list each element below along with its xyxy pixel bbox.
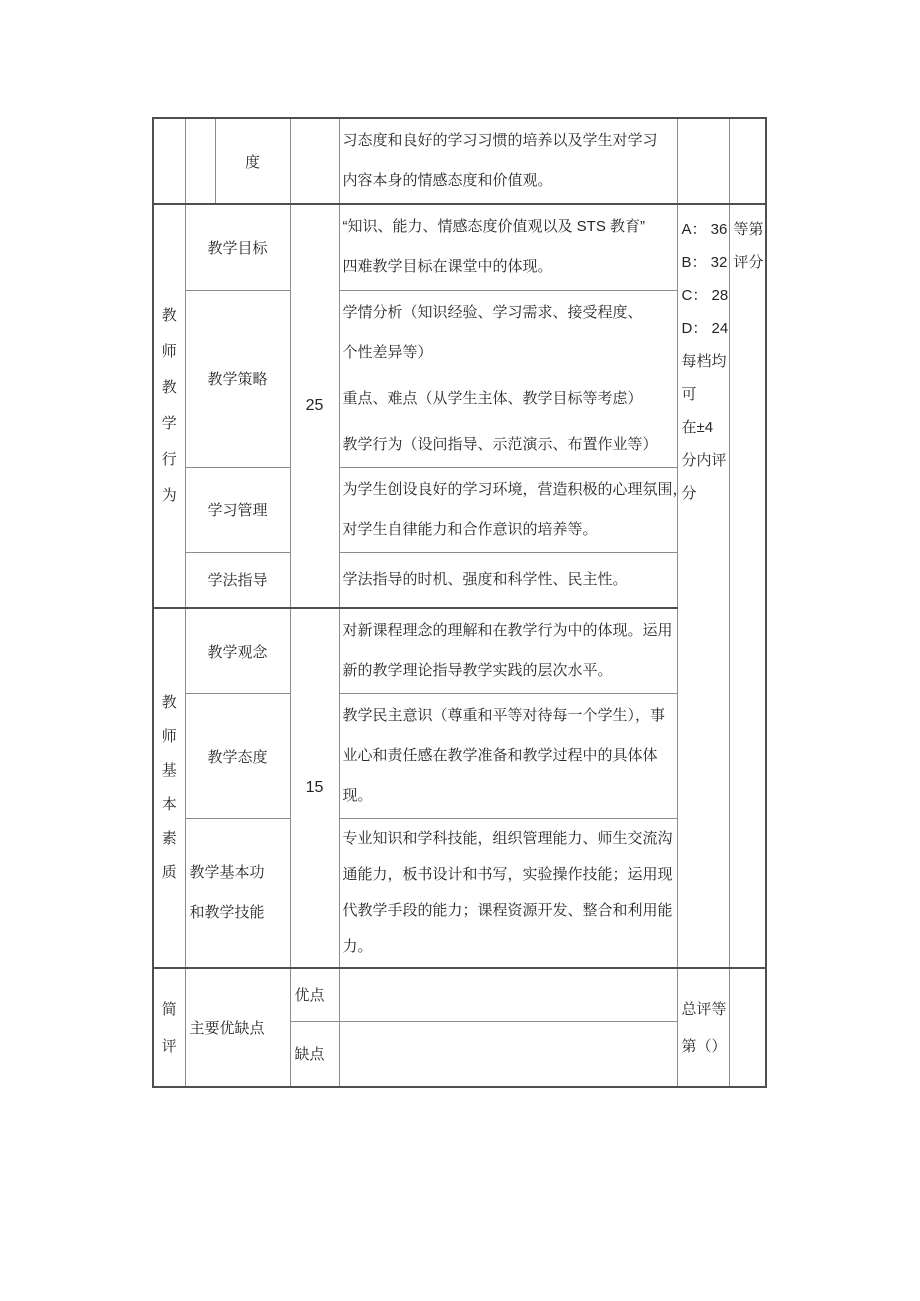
grade-line: B： 32 [681,254,728,271]
label-teaching-concept: 教学观念 [185,608,290,694]
carryover-label-cell: 度 [215,118,290,204]
score-basic-quality: 15 [290,608,339,968]
label-main-pros-cons: 主要优缺点 [185,968,290,1087]
content-line: 现。 [342,787,373,804]
category-label-vertical: 教师基本素质 [161,694,177,881]
content-line: 习态度和良好的学习习惯的培养以及学生对学习 [342,132,658,149]
content-line: 教学行为（设问指导、示范演示、布置作业等） [342,435,658,453]
grade-header-line: 评分 [733,254,764,271]
content-teaching-attitude [339,694,677,819]
content-teaching-goal [339,204,677,290]
row-strengths [153,968,766,1021]
label-line: 和教学技能 [189,904,265,921]
content-line: 重点、难点（从学生主体、教学目标等考虑） [342,389,643,407]
content-line: 学法指导的时机、强度和科学性、民主性。 [342,570,628,588]
label-teaching-attitude: 教学态度 [185,694,290,819]
carryover-content-cell [339,118,677,204]
overall-grade-cell [677,968,729,1087]
carryover-category-cell [153,118,185,204]
carryover-score-cell [290,118,339,204]
evaluation-table [152,117,767,1088]
category-label-vertical: 教师教学行为 [161,307,177,504]
row-basic-skills [153,819,766,969]
row-study-guidance [153,552,766,608]
grade-line: 分内评 [681,452,727,469]
label-strengths: 优点 [290,968,339,1021]
content-line: 教学民主意识（尊重和平等对待每一个学生），事 [342,707,666,724]
label-teaching-strategy: 教学策略 [185,290,290,467]
grade-line: 可 [681,386,697,403]
grade-line: C： 28 [681,287,729,304]
content-basic-skills [339,819,677,969]
content-line: 新的教学理论指导教学实践的层次水平。 [342,662,613,679]
grade-scale-cell [677,204,729,968]
grade-line: 分 [681,485,697,502]
grade-line: 在±4 [681,419,714,436]
content-line: 力。 [342,938,373,955]
row-teaching-concept [153,608,766,694]
label-weaknesses: 缺点 [290,1021,339,1087]
strengths-input-area [339,968,677,1021]
content-line: 个性差异等） [342,343,433,361]
grade-header-line: 等第 [733,221,764,238]
carryover-row [153,118,766,204]
content-line: 专业知识和学科技能，组织管理能力、师生交流沟 [342,830,673,847]
document-sheet [152,117,767,1088]
content-study-guidance [339,552,677,608]
score-teaching-behavior: 25 [290,204,339,608]
content-line: 四难教学目标在课堂中的体现。 [342,258,553,276]
content-line: 为学生创设良好的学习环境，营造积极的心理氛围， [342,480,688,498]
content-line: 对学生自律能力和合作意识的培养等。 [342,520,598,538]
content-line: 通能力，板书设计和书写，实验操作技能；运用现 [342,866,673,883]
label-teaching-goal: 教学目标 [185,204,290,290]
label-study-guidance: 学法指导 [185,552,290,608]
grade-line: 每档均 [681,353,727,370]
label-line: 教学基本功 [189,864,265,881]
category-brief-review [153,968,185,1087]
row-teaching-attitude [153,694,766,819]
carryover-grade-cell [677,118,729,204]
content-line: “知识、能力、情感态度价值观以及 STS 教育” [342,218,645,236]
content-teaching-strategy [339,290,677,467]
category-teaching-behavior [153,204,185,608]
row-teaching-goal [153,204,766,290]
content-line: 学情分析（知识经验、学习需求、接受程度、 [342,303,643,321]
carryover-sub-cell [185,118,215,204]
content-line: 代教学手段的能力；课程资源开发、整合和利用能 [342,902,673,919]
overall-grade-line: 第（） [681,1037,727,1055]
content-learning-management [339,467,688,552]
grade-header-cell [729,204,766,968]
carryover-gradeheader-cell [729,118,766,204]
content-line: 对新课程理念的理解和在教学行为中的体现。运用 [342,622,673,639]
row-learning-management [153,467,766,552]
label-learning-management: 学习管理 [185,467,290,552]
summary-last-cell [729,968,766,1087]
grade-line: D： 24 [681,320,729,337]
row-teaching-strategy [153,290,766,467]
category-label-vertical: 简评 [161,1000,177,1055]
category-basic-quality [153,608,185,968]
content-line: 业心和责任感在教学准备和教学过程中的具体体 [342,747,658,764]
label-basic-skills [185,819,290,969]
weaknesses-input-area [339,1021,677,1087]
grade-line: A： 36 [681,221,728,238]
overall-grade-line: 总评等 [681,1000,727,1018]
content-line: 内容本身的情感态度和价值观。 [342,172,553,189]
content-teaching-concept [339,608,677,694]
